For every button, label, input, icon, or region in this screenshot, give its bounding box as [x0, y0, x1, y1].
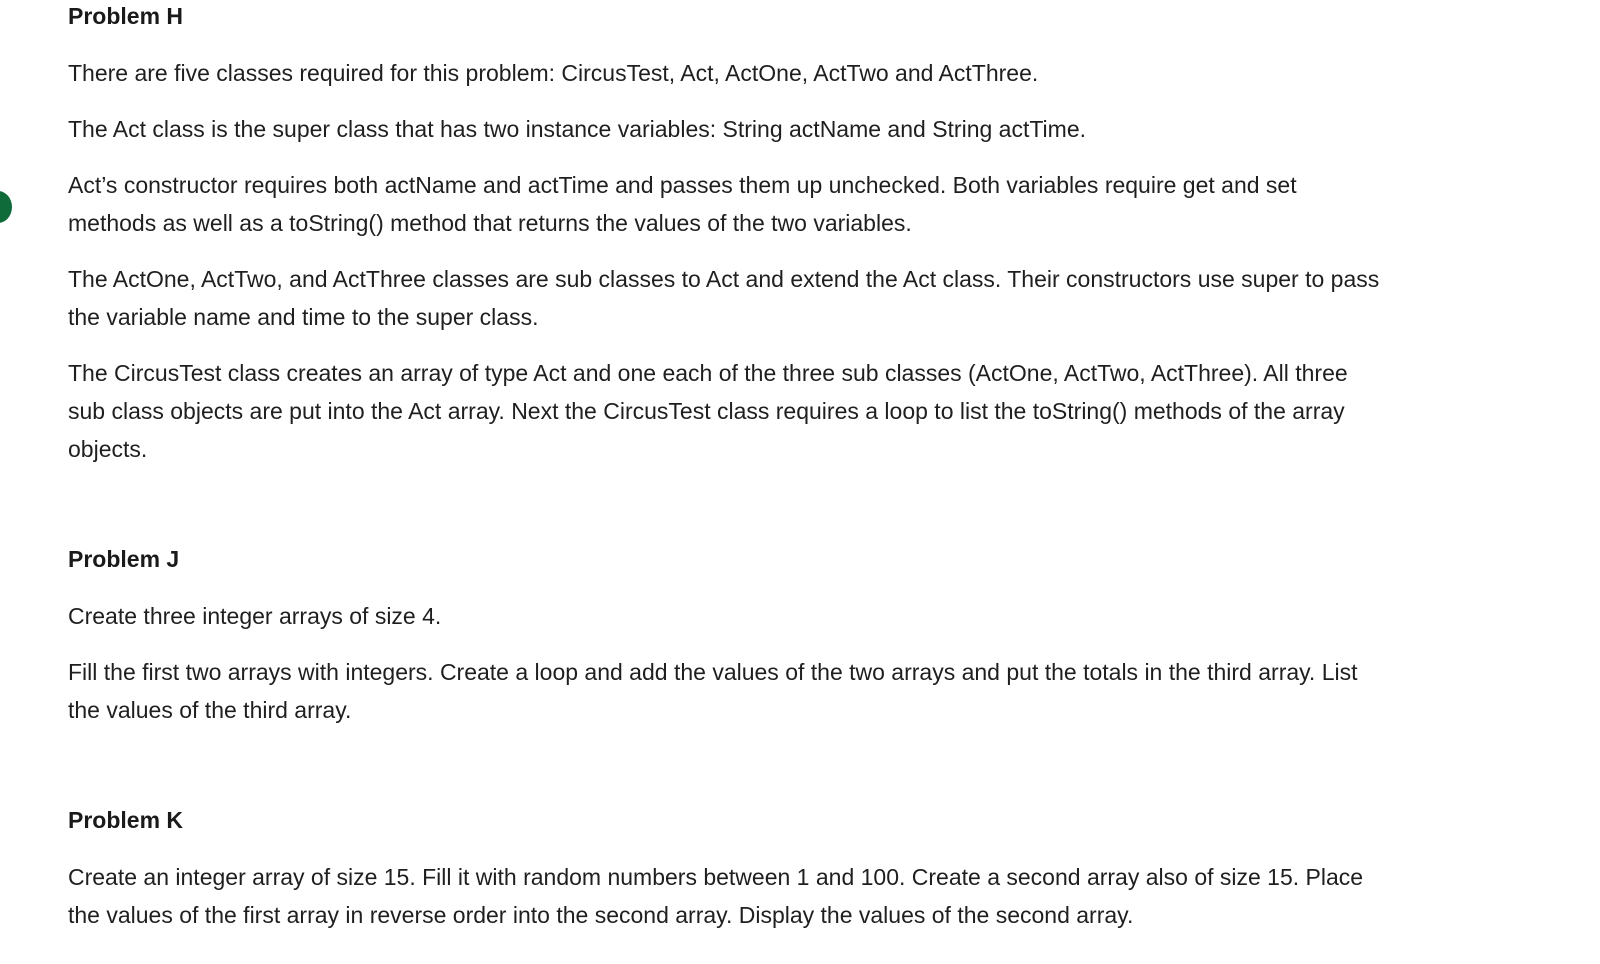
- problem-k-title: Problem K: [68, 807, 184, 833]
- document-page: [68, 0, 1388, 934]
- comment-marker[interactable]: [0, 191, 12, 223]
- problem-h-para-4: The ActOne, ActTwo, and ActThree classes are sub classes to Act and extend the Act class. Their constructors use super to pass the variable name and time to the super class.: [68, 266, 1380, 330]
- problem-k-para-1: Create an integer array of size 15. Fill it with random numbers between 1 and 100. Create a second array also of size 15. Place the values of the first array in reverse order into the second array. Display the values of the second array.: [68, 864, 1364, 928]
- problem-h-para-3: Act’s constructor requires both actName and actTime and passes them up unchecked. Both variables require get and set methods as well as a toString() method that returns the values of the two variables.: [68, 172, 1297, 236]
- problem-j-para-2: Fill the first two arrays with integers. Create a loop and add the values of the two arrays and put the totals in the third array. List the values of the third array.: [68, 659, 1358, 723]
- problem-h-title: Problem H: [68, 3, 184, 29]
- problem-j-para-1: Create three integer arrays of size 4.: [68, 603, 442, 629]
- problem-h-para-2: The Act class is the super class that has two instance variables: String actName and String actTime.: [68, 116, 1086, 142]
- problem-h-para-1: There are five classes required for this problem: CircusTest, Act, ActOne, ActTwo and ActThree.: [68, 60, 1039, 86]
- problem-j-title: Problem J: [68, 546, 180, 572]
- problem-h-para-5: The CircusTest class creates an array of type Act and one each of the three sub classes (ActOne, ActTwo, ActThree). All three sub class objects are put into the Act array. Next the CircusTest class requires a loop to list the toString() methods of the array objects.: [68, 360, 1348, 462]
